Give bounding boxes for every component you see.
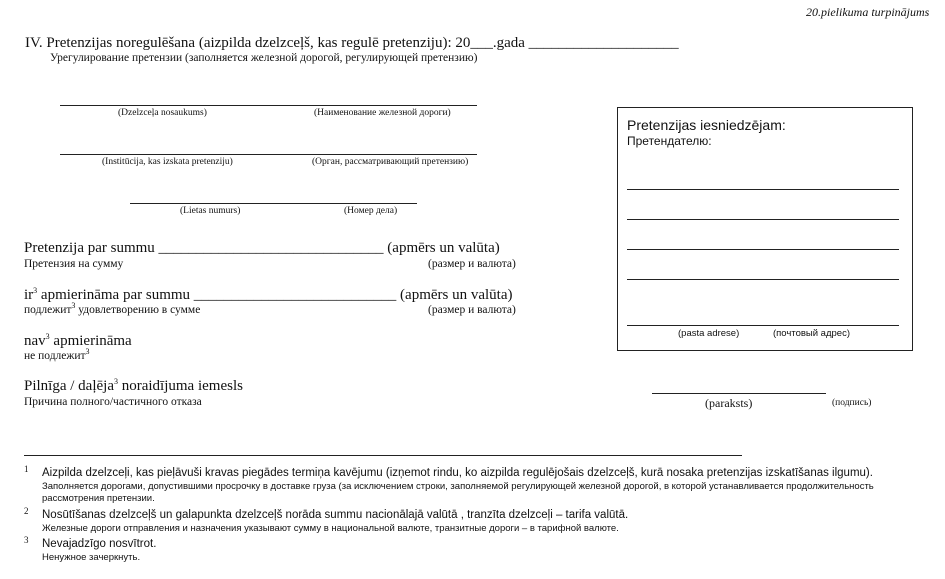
claim-amount-unit-ru: (размер и валюта): [428, 258, 516, 270]
case-number-label-ru: (Номер дела): [344, 206, 398, 216]
footnote-ref: 3: [85, 347, 90, 357]
railway-name-line[interactable]: [60, 105, 477, 106]
satisfy-amount-unit-ru: (размер и валюта): [428, 304, 516, 316]
rejection-reason-line[interactable]: [24, 378, 243, 395]
satisfy-ru-text: удовлетворению в сумме: [75, 304, 201, 316]
not-satisfiable-label-ru: [24, 347, 90, 362]
address-line-5[interactable]: [627, 325, 899, 326]
address-line-2[interactable]: [627, 219, 899, 220]
reason-prefix: Pilnīga / daļēja: [24, 378, 114, 394]
footnote-3-number: 3: [24, 535, 29, 545]
claim-amount-label-ru: Претензия на сумму: [24, 258, 124, 270]
footnote-separator: [24, 455, 742, 456]
claimant-address-box: [617, 107, 913, 351]
footnote-1-ru-line1: Заполняется дорогами, допустившими просрочку в доставке груза (за исключением строки, заполняемой регулирующей железной дорогой, в которой устанавливается продолжительность: [42, 481, 874, 492]
satisfy-amount-line[interactable]: [24, 287, 513, 304]
footnote-1-ru-line2: рассмотрения претензии.: [42, 493, 155, 504]
footnote-2-number: 2: [24, 506, 29, 516]
footnote-2-ru: Железные дороги отправления и назначения указывают сумму в национальной валюте, транзитные дороги – в тарифной валюте.: [42, 523, 619, 534]
case-number-label-lv: (Lietas numurs): [180, 206, 241, 216]
postal-address-label-lv: (pasta adrese): [678, 328, 740, 339]
claim-amount-line[interactable]: Pretenzija par summu ______________________________ (apmērs un valūta): [24, 240, 500, 256]
satisfy-text: apmierināma par summu ___________________________ (apmērs un valūta): [37, 287, 513, 303]
railway-name-label-ru: (Наименование железной дороги): [314, 108, 451, 118]
not-satisfiable-option[interactable]: [24, 333, 132, 350]
footnote-1-lv: Aizpilda dzelzceļi, kas pieļāvuši kravas piegādes termiņa kavējumu (izņemot rindu, ko aizpilda regulējošais dzelzceļš, kurā nosaka pretenzijas izskatīšanas ilgumu).: [42, 467, 873, 479]
footnote-ref: 3: [45, 332, 50, 341]
railway-name-label-lv: (Dzelzceļa nosaukums): [118, 108, 207, 118]
section-title: IV. Pretenzijas noregulēšana (aizpilda dzelzceļš, kas regulē pretenziju): 20___.gada ____________________: [25, 35, 679, 51]
claimant-box-subtitle: Претендателю:: [627, 134, 712, 148]
satisfy-ru-prefix: подлежит: [24, 304, 72, 316]
satisfy-amount-label-ru: [24, 301, 201, 316]
footnote-ref: 3: [33, 286, 38, 295]
address-line-4[interactable]: [627, 279, 899, 280]
rejection-reason-label-ru: Причина полного/частичного отказа: [24, 396, 202, 408]
not-prefix: nav: [24, 333, 46, 349]
not-text: apmierināma: [49, 333, 132, 349]
reason-text: noraidījuma iemesls: [117, 378, 243, 394]
footnote-2-lv: Nosūtīšanas dzelzceļš un galapunkta dzelzceļš norāda summu nacionālajā valūtā , tranzīta dzelzceļi – tarifa valūtā.: [42, 509, 629, 521]
not-ru-text: не подлежит: [24, 350, 86, 362]
signature-label-lv: (paraksts): [705, 396, 753, 410]
signature-label-ru: (подпись): [832, 398, 872, 408]
address-line-1[interactable]: [627, 189, 899, 190]
satisfy-prefix: ir: [24, 287, 34, 303]
postal-address-label-ru: (почтовый адрес): [773, 328, 850, 339]
institution-line[interactable]: [60, 154, 477, 155]
footnote-ref: 3: [113, 377, 118, 386]
footnote-3-lv: Nevajadzīgo nosvītrot.: [42, 538, 157, 550]
institution-label-lv: (Institūcija, kas izskata pretenziju): [102, 157, 233, 167]
footnote-ref: 3: [71, 301, 76, 311]
case-number-line[interactable]: [130, 203, 417, 204]
appendix-note: 20.pielikuma turpinājums: [806, 5, 930, 19]
footnote-1-number: 1: [24, 464, 29, 474]
section-subtitle: Урегулирование претензии (заполняется железной дорогой, регулирующей претензию): [50, 52, 478, 64]
institution-label-ru: (Орган, рассматривающий претензию): [312, 157, 469, 167]
footnote-3-ru: Ненужное зачеркнуть.: [42, 552, 141, 563]
address-line-3[interactable]: [627, 249, 899, 250]
signature-line[interactable]: [652, 393, 826, 394]
claimant-box-title: Pretenzijas iesniedzējam:: [627, 117, 786, 133]
